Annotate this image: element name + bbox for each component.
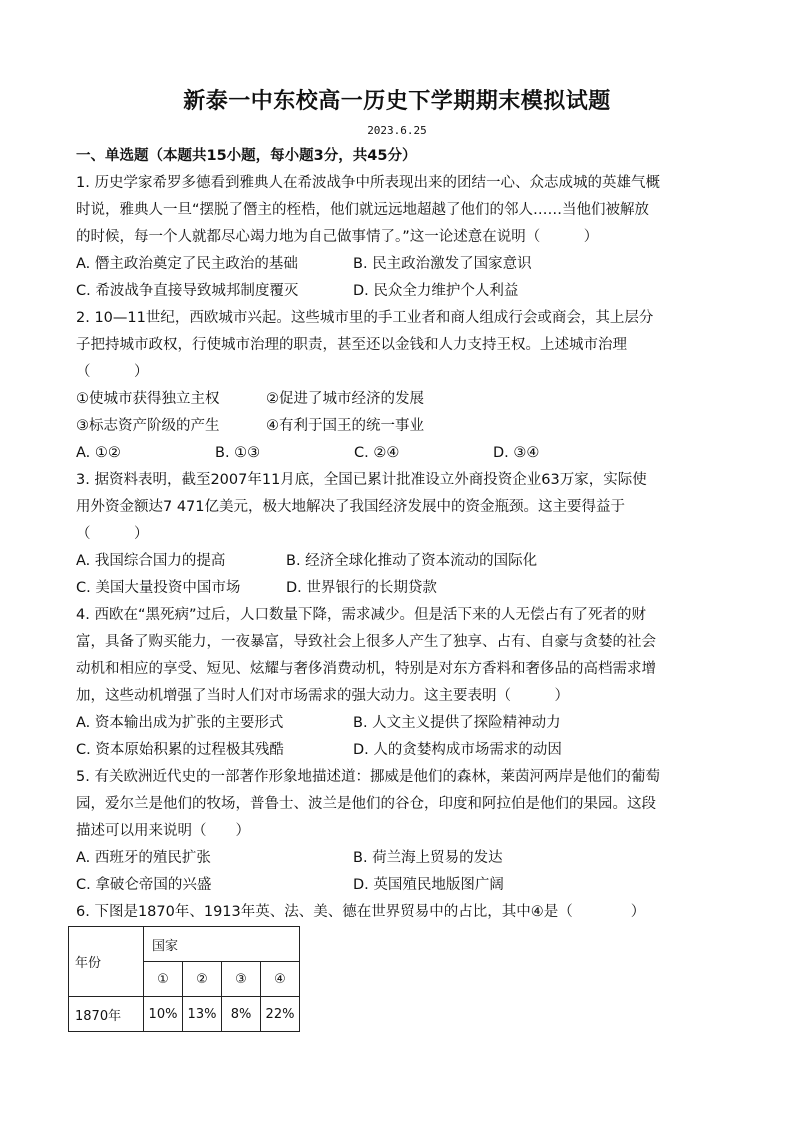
question-6 xyxy=(76,899,726,926)
question-text-line: 加，这些动机增强了当时人们对市场需求的强大动力。这主要表明（ ） xyxy=(76,688,569,704)
question-text-line: 4. 西欧在“黑死病”过后，人口数量下降，需求减少。但是活下来的人无偿占有了死者的财 xyxy=(76,607,646,623)
statement-2: ②促进了城市经济的发展 xyxy=(266,391,424,407)
options-row xyxy=(76,710,726,737)
table-cell: 10% xyxy=(144,997,183,1032)
question-text-line: 1. 历史学家希罗多德看到雅典人在希波战争中所表现出来的团结一心、众志成城的英雄气概 xyxy=(76,175,660,191)
option-a: A. 僭主政治奠定了民主政治的基础 xyxy=(76,256,298,272)
options-row xyxy=(76,737,726,764)
options-row xyxy=(76,251,726,278)
statements-row xyxy=(76,386,726,413)
question-3 xyxy=(76,467,726,602)
year-header: 年份 xyxy=(69,927,144,997)
option-c: C. 美国大量投资中国市场 xyxy=(76,580,241,596)
option-d: D. 人的贪婪构成市场需求的动因 xyxy=(353,742,562,758)
statement-4: ④有利于国王的统一事业 xyxy=(266,418,424,434)
option-c: C. 资本原始积累的过程极其残酷 xyxy=(76,742,284,758)
option-b: B. 经济全球化推动了资本流动的国际化 xyxy=(286,553,538,569)
option-a: A. 我国综合国力的提高 xyxy=(76,553,226,569)
option-c: C. 希波战争直接导致城邦制度覆灭 xyxy=(76,283,299,299)
question-text-line: 用外资金额达7 471亿美元，极大地解决了我国经济发展中的资金瓶颈。这主要得益于 xyxy=(76,499,626,515)
option-b: B. 荷兰海上贸易的发达 xyxy=(353,850,503,866)
page-title: 新泰一中东校高一历史下学期期末模拟试题 xyxy=(183,89,611,114)
exam-content xyxy=(76,143,726,926)
exam-date: 2023.6.25 xyxy=(367,124,427,137)
question-text-line: 动机和相应的享受、短见、炫耀与奢侈消费动机，特别是对东方香料和奢侈品的高档需求增 xyxy=(76,661,656,677)
question-text-line: 2. 10—11世纪，西欧城市兴起。这些城市里的手工业者和商人组成行会或商会，其上层分 xyxy=(76,310,654,326)
options-row xyxy=(76,548,726,575)
option-d: D. 民众全力维护个人利益 xyxy=(353,283,519,299)
question-text-line: （ ） xyxy=(76,364,149,380)
row-year: 1870年 xyxy=(69,997,144,1032)
option-c: C. ②④ xyxy=(354,445,400,461)
column-header: ③ xyxy=(222,962,261,997)
options-row xyxy=(76,278,726,305)
table-cell: 22% xyxy=(261,997,300,1032)
column-header: ① xyxy=(144,962,183,997)
question-text-line: 5. 有关欧洲近代史的一部著作形象地描述道：挪威是他们的森林，莱茵河两岸是他们的葡萄 xyxy=(76,769,660,785)
option-a: A. 资本输出成为扩张的主要形式 xyxy=(76,715,284,731)
option-b: B. 民主政治激发了国家意识 xyxy=(353,256,532,272)
question-5 xyxy=(76,764,726,899)
question-1 xyxy=(76,170,726,305)
question-text-line: （ ） xyxy=(76,526,149,542)
table-row xyxy=(69,997,300,1032)
option-d: D. 英国殖民地版图广阔 xyxy=(353,877,504,893)
trade-share-table xyxy=(68,926,300,1032)
option-a: A. 西班牙的殖民扩张 xyxy=(76,850,211,866)
country-header: 国家 xyxy=(144,927,300,962)
question-text-line: 3. 据资料表明，截至2007年11月底，全国已累计批准设立外商投资企业63万家，实际使 xyxy=(76,472,647,488)
option-b: B. 人文主义提供了探险精神动力 xyxy=(353,715,561,731)
question-4 xyxy=(76,602,726,764)
question-text-line: 6. 下图是1870年、1913年英、法、美、德在世界贸易中的占比，其中④是（ ） xyxy=(76,904,646,920)
question-text-line: 富，具备了购买能力，一夜暴富，导致社会上很多人产生了独享、占有、自豪与贪婪的社会 xyxy=(76,634,656,650)
column-header: ② xyxy=(183,962,222,997)
section-heading: 一、单选题（本题共15小题，每小题3分，共45分） xyxy=(76,148,417,164)
option-d: D. 世界银行的长期贷款 xyxy=(286,580,437,596)
question-2 xyxy=(76,305,726,467)
table-cell: 13% xyxy=(183,997,222,1032)
table-header-row xyxy=(69,927,300,962)
question-text-line: 子把持城市政权，行使城市治理的职责，甚至还以金钱和人力支持王权。上述城市治理 xyxy=(76,337,627,353)
statement-3: ③标志资产阶级的产生 xyxy=(76,418,220,434)
question-text-line: 园，爱尔兰是他们的牧场，普鲁士、波兰是他们的谷仓，印度和阿拉伯是他们的果园。这段 xyxy=(76,796,656,812)
statements-row xyxy=(76,413,726,440)
options-row xyxy=(76,440,726,467)
column-header: ④ xyxy=(261,962,300,997)
question-text-line: 描述可以用来说明（ ） xyxy=(76,823,250,839)
options-row xyxy=(76,872,726,899)
table-cell: 8% xyxy=(222,997,261,1032)
options-row xyxy=(76,845,726,872)
question-text-line: 时说，雅典人一旦“摆脱了僭主的桎梏，他们就远远地超越了他们的邻人……当他们被解放 xyxy=(76,202,650,218)
option-b: B. ①③ xyxy=(215,445,261,461)
options-row xyxy=(76,575,726,602)
option-a: A. ①② xyxy=(76,445,121,461)
question-text-line: 的时候，每一个人就都尽心竭力地为自己做事情了。”这一论述意在说明（ ） xyxy=(76,229,599,245)
option-d: D. ③④ xyxy=(493,445,540,461)
option-c: C. 拿破仑帝国的兴盛 xyxy=(76,877,212,893)
statement-1: ①使城市获得独立主权 xyxy=(76,391,220,407)
